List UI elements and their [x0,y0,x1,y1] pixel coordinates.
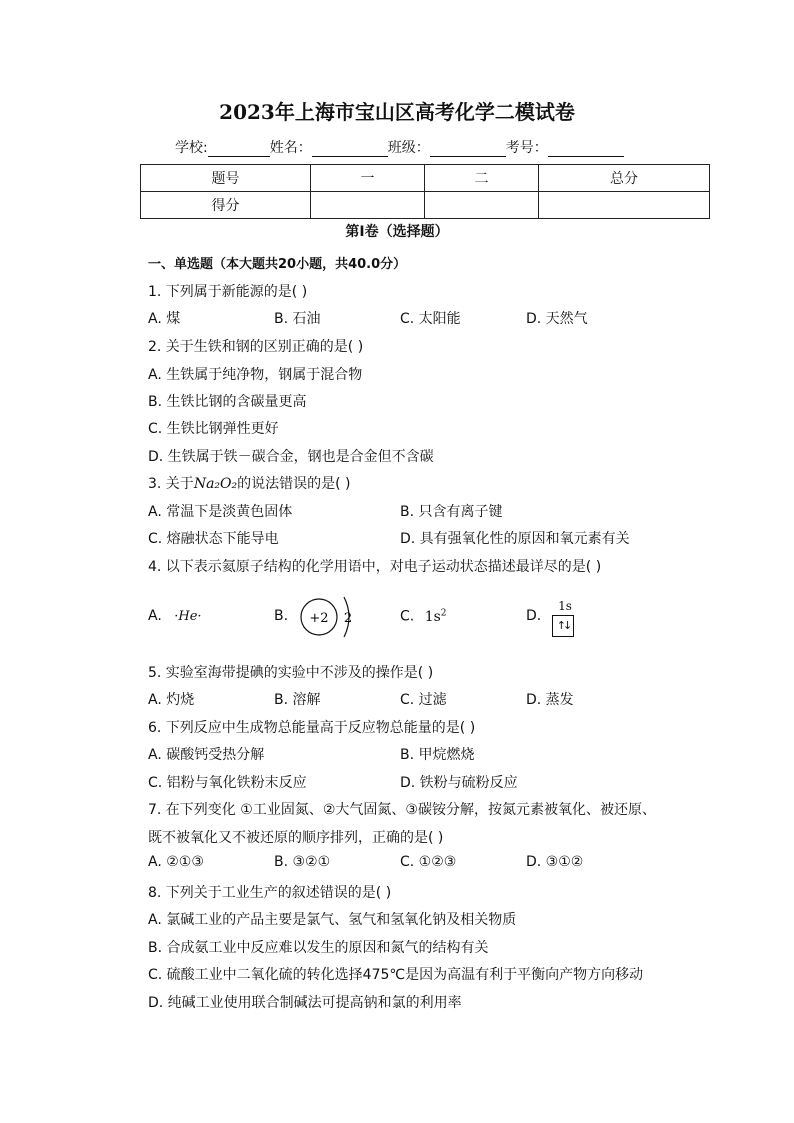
q4-option-d-label[interactable]: D. [526,608,542,624]
q7-item-1: 工业固氮、 [252,802,323,818]
q2-option-a[interactable]: A. 生铁属于纯净物，钢属于混合物 [148,367,363,383]
q7-stem-prefix: 7. 在下列变化 [148,802,241,818]
score-header-cell: 一 [311,165,425,192]
question-5-stem: 5. 实验室海带提碘的实验中不涉及的操作是( ) [148,665,434,681]
q6-option-c[interactable]: C. 铝粉与氧化铁粉末反应 [148,775,307,791]
q4-option-c-label: C. [400,608,415,625]
score-table-score-row [141,192,710,219]
q5-option-a[interactable]: A. 灼烧 [148,692,195,708]
q6-option-a[interactable]: A. 碳酸钙受热分解 [148,747,265,763]
question-1-stem: 1. 下列属于新能源的是( ) [148,284,308,300]
score-table [140,164,710,219]
exam-title: 2023年上海市宝山区高考化学二模试卷 [219,100,575,124]
score-header-cell: 二 [425,165,539,192]
config-superscript: 2 [440,608,447,618]
q3-option-d[interactable]: D. 具有强氧化性的原因和氧元素有关 [400,531,630,547]
q7-item-1-number: ① [240,802,253,818]
score-cell[interactable] [311,192,425,219]
q7-option-d[interactable]: D. ③①② [526,854,584,870]
school-label: 学校: [175,140,208,156]
q7-item-3: 碳铵分解，按氮元素被氧化、被还原、 [417,802,656,818]
score-cell[interactable] [425,192,539,219]
question-4-stem: 4. 以下表示氦原子结构的化学用语中，对电子运动状态描述最详尽的是( ) [148,559,602,575]
score-cell[interactable] [539,192,710,219]
q6-option-d[interactable]: D. 铁粉与硫粉反应 [400,775,518,791]
q6-option-b[interactable]: B. 甲烷燃烧 [400,747,475,763]
question-3-stem [148,473,351,493]
class-label: 班级： [387,140,430,156]
q1-option-c[interactable]: C. 太阳能 [400,311,461,327]
class-blank[interactable] [430,142,506,157]
q1-option-a[interactable]: A. 煤 [148,311,181,327]
q4-option-a[interactable] [148,608,202,624]
question-2-stem: 2. 关于生铁和钢的区别正确的是( ) [148,339,364,355]
q3-option-b[interactable]: B. 只含有离子键 [400,504,503,520]
section-title: 一、单选题（本大题共20小题，共40.0分） [148,257,407,272]
q4-atomic-structure-diagram [296,594,360,640]
q2-option-d[interactable]: D. 生铁属于铁－碳合金，钢也是合金但不含碳 [148,449,434,465]
q7-option-c[interactable]: C. ①②③ [400,854,457,870]
name-label: 姓名： [269,140,312,156]
q7-option-a[interactable]: A. ②①③ [148,854,204,870]
score-header-cell: 题号 [141,165,311,192]
nucleus-charge: +2 [309,611,329,626]
score-table-header-row [141,165,710,192]
q7-item-3-number: ③ [405,802,418,818]
q4-lewis-formula: ·He· [174,609,202,624]
shell-electron-count: 2 [343,611,353,626]
q4-option-c[interactable] [400,608,447,625]
q3-option-c[interactable]: C. 熔融状态下能导电 [148,531,279,547]
q2-option-c[interactable]: C. 生铁比钢弹性更好 [148,421,279,437]
q3-formula: Na₂O₂ [193,476,238,492]
q2-option-b[interactable]: B. 生铁比钢的含碳量更高 [148,394,307,410]
q4-option-a-label: A. [148,608,162,624]
q8-option-b[interactable]: B. 合成氨工业中反应难以发生的原因和氮气的结构有关 [148,940,489,956]
q7-item-2: 大气固氮、 [335,802,406,818]
name-blank[interactable] [312,142,388,157]
config-text: 1s [424,608,441,625]
score-row-label: 得分 [141,192,311,219]
q5-option-c[interactable]: C. 过滤 [400,692,447,708]
q5-option-d[interactable]: D. 蒸发 [526,692,574,708]
q1-option-d[interactable]: D. 天然气 [526,311,588,327]
q7-item-2-number: ② [322,802,336,818]
q1-option-b[interactable]: B. 石油 [274,311,321,327]
question-6-stem: 6. 下列反应中生成物总能量高于反应物总能量的是( ) [148,720,476,736]
exam-no-label: 考号： [505,140,548,156]
q3-stem-prefix: 3. 关于 [148,476,194,492]
question-7-stem-line-1 [148,799,656,819]
q4-electron-config [425,609,447,625]
q3-option-a[interactable]: A. 常温下是淡黄色固体 [148,504,293,520]
q3-stem-suffix: 的说法错误的是( ) [237,476,351,492]
question-8-stem: 8. 下列关于工业生产的叙述错误的是( ) [148,885,392,901]
q8-option-c[interactable]: C. 硫酸工业中二氧化硫的转化选择475℃是因为高温有利于平衡向产物方向移动 [148,967,644,983]
q4-option-b-label[interactable]: B. [274,608,289,624]
q8-option-d[interactable]: D. 纯碱工业使用联合制碱法可提高钠和氯的利用率 [148,995,462,1011]
score-header-cell: 总分 [539,165,710,192]
q5-option-b[interactable]: B. 溶解 [274,692,321,708]
school-blank[interactable] [208,142,270,157]
question-7-stem-line-2: 既不被氧化又不被还原的顺序排列，正确的是( ) [148,830,444,846]
q7-option-b[interactable]: B. ③②① [274,854,331,870]
q4-orbital-box: ↑↓ [552,615,574,637]
q4-orbital-label: 1s [558,599,572,613]
q8-option-a[interactable]: A. 氯碱工业的产品主要是氯气、氢气和氢氧化钠及相关物质 [148,912,517,928]
student-info-line [175,137,624,157]
part-title: 第Ⅰ卷（选择题） [345,224,449,240]
exam-no-blank[interactable] [548,142,624,157]
